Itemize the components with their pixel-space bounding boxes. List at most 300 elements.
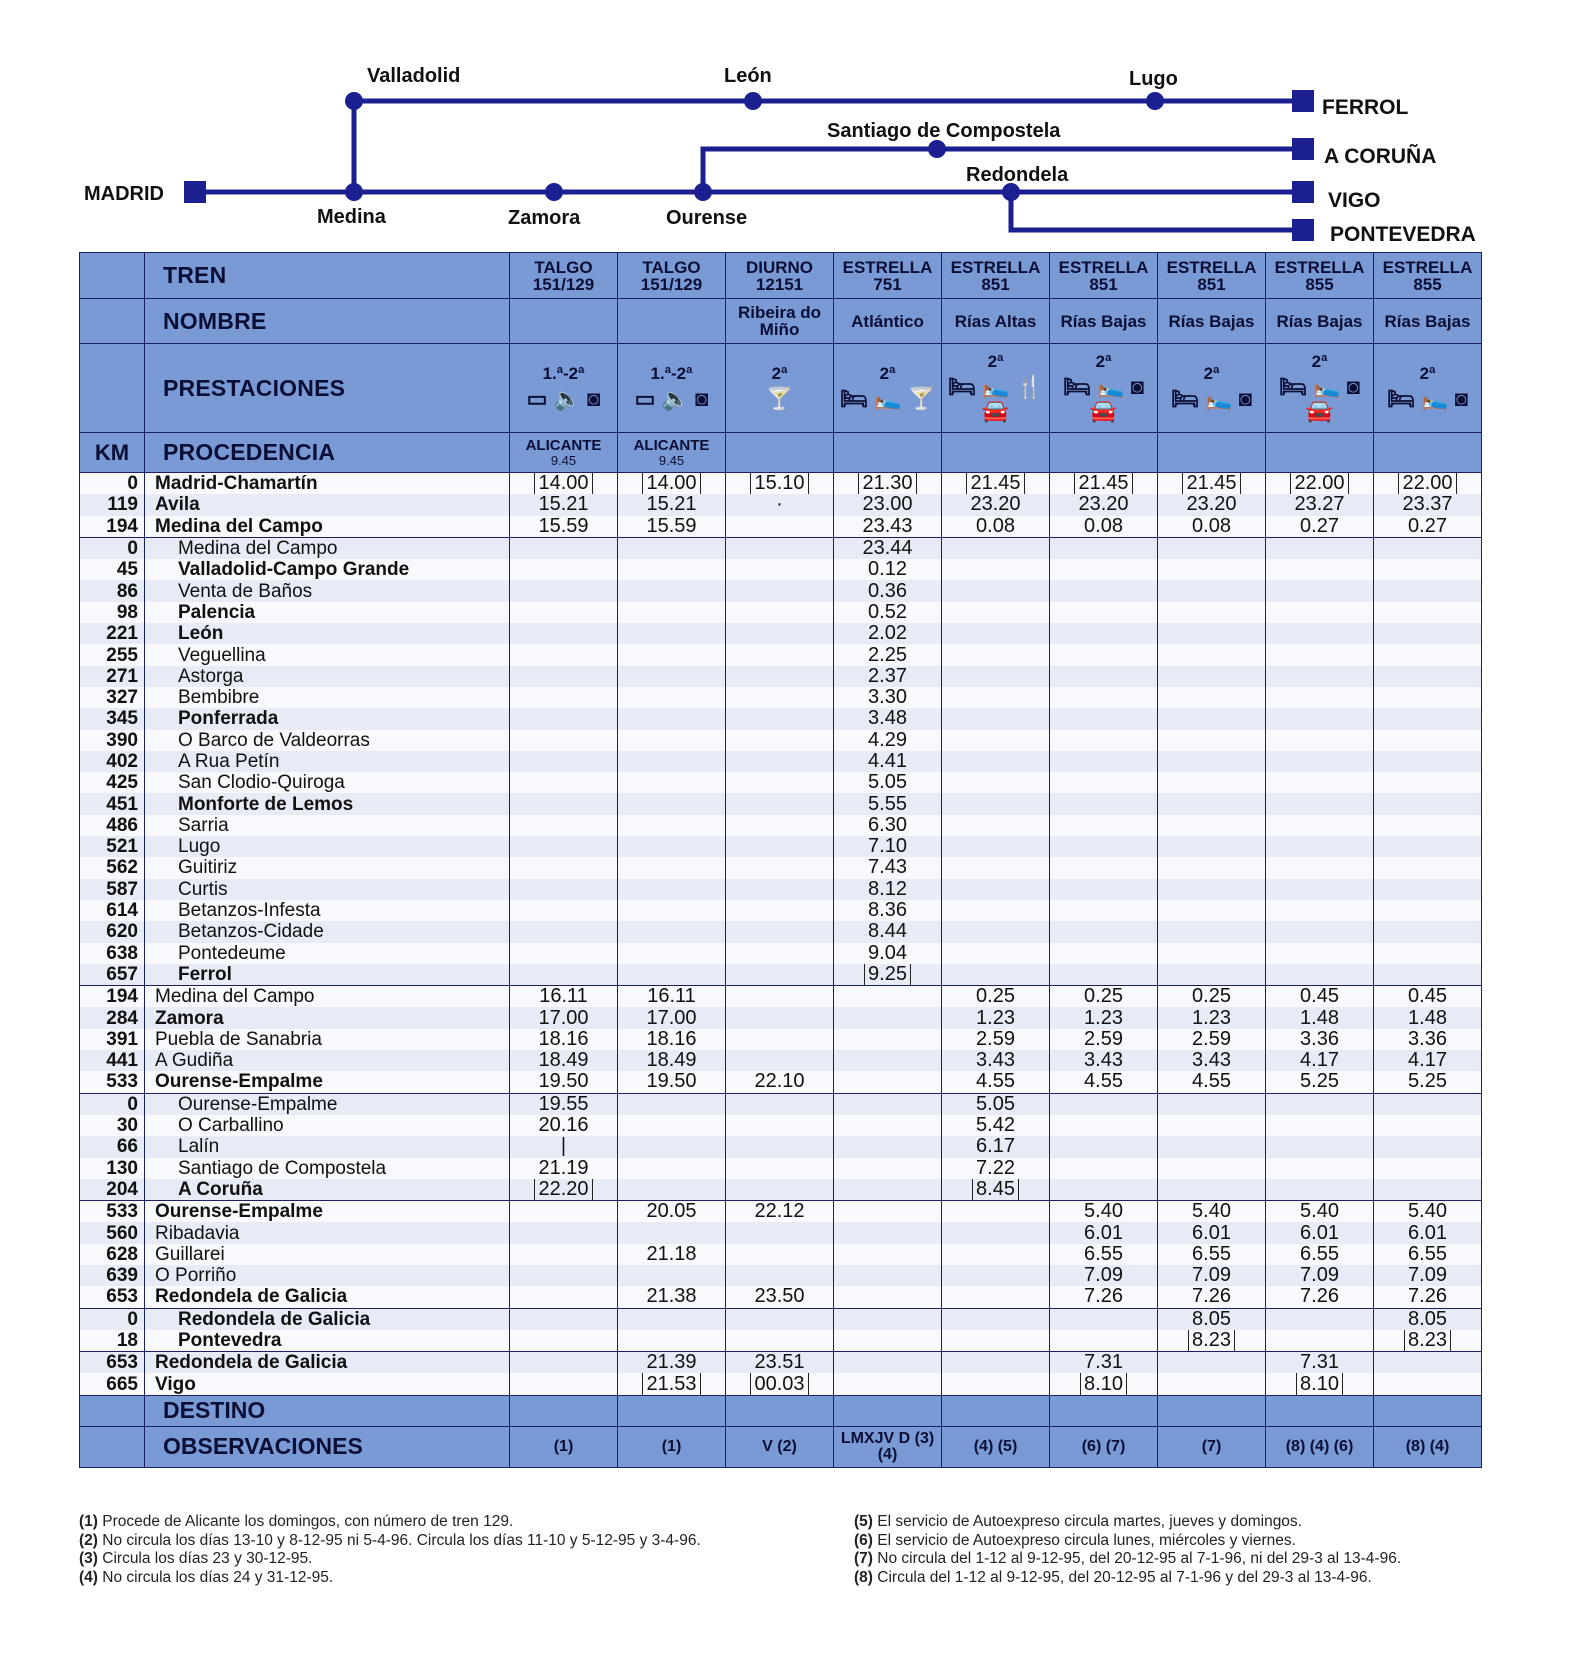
station-name: Lugo [145, 836, 510, 857]
table-row [80, 1158, 1482, 1179]
time-cell [726, 708, 834, 729]
table-row [80, 623, 1482, 644]
station-name: Pontedeume [145, 943, 510, 964]
destination-cell [510, 1395, 618, 1426]
km-cell: 0 [80, 537, 145, 559]
time-cell [1158, 537, 1266, 559]
station-name: Bembibre [145, 687, 510, 708]
time-cell: 5.25 [1374, 1071, 1482, 1093]
boxed-time: 21.30 [858, 473, 916, 495]
time-cell [942, 943, 1050, 964]
observation-ref: (8) (4) [1374, 1426, 1482, 1467]
time-cell: 17.00 [510, 1007, 618, 1028]
time-cell [1266, 708, 1374, 729]
time-cell: 8.05 [1374, 1308, 1482, 1330]
time-cell [942, 580, 1050, 601]
train-class: 2ª [987, 352, 1004, 371]
time-cell [834, 1179, 942, 1201]
time-cell [510, 815, 618, 836]
time-cell: 0.12 [834, 559, 942, 580]
time-cell [618, 1330, 726, 1352]
header-row-nombre [80, 299, 1482, 344]
service-icons: 🛏 🛌 ◙ 🚘 [1279, 374, 1360, 423]
observation-ref: V (2) [726, 1426, 834, 1467]
time-cell [942, 1373, 1050, 1395]
time-cell [1266, 1373, 1374, 1395]
origin-cell [726, 433, 834, 473]
time-cell [726, 836, 834, 857]
time-cell [510, 751, 618, 772]
boxed-time: 8.10 [1080, 1373, 1127, 1395]
train-type: TALGO [642, 257, 701, 277]
time-cell [1266, 921, 1374, 942]
time-cell [834, 1352, 942, 1374]
station-name: Palencia [145, 602, 510, 623]
boxed-time: 8.45 [972, 1179, 1019, 1201]
time-cell [726, 964, 834, 986]
time-cell [618, 1308, 726, 1330]
dot-medina [345, 183, 363, 201]
header-row-prestaciones [80, 344, 1482, 433]
time-cell [1266, 559, 1374, 580]
train-type: ESTRELLA [1166, 257, 1257, 277]
time-cell: 0.36 [834, 580, 942, 601]
km-cell: 614 [80, 900, 145, 921]
time-cell [510, 1330, 618, 1352]
time-cell [1266, 793, 1374, 814]
time-cell: 7.09 [1266, 1265, 1374, 1286]
time-cell [1374, 751, 1482, 772]
km-cell: 271 [80, 666, 145, 687]
time-cell: 0.25 [942, 986, 1050, 1008]
time-cell: 9.04 [834, 943, 942, 964]
station-name: Guillarei [145, 1244, 510, 1265]
time-cell: 2.02 [834, 623, 942, 644]
time-cell [726, 986, 834, 1008]
station-name: Santiago de Compostela [145, 1158, 510, 1179]
station-name: Guitiriz [145, 857, 510, 878]
time-cell [726, 1115, 834, 1136]
time-cell [618, 666, 726, 687]
train-services-cell [1050, 344, 1158, 433]
time-cell: 7.31 [1050, 1352, 1158, 1374]
time-cell [726, 772, 834, 793]
station-name: O Barco de Valdeorras [145, 730, 510, 751]
time-cell [510, 943, 618, 964]
footer-corner [80, 1426, 145, 1467]
station-name: Medina del Campo [145, 986, 510, 1008]
km-cell: 639 [80, 1265, 145, 1286]
time-cell [618, 1093, 726, 1115]
time-cell [1050, 623, 1158, 644]
time-cell [726, 1179, 834, 1201]
time-cell [1374, 602, 1482, 623]
time-cell: 5.40 [1374, 1201, 1482, 1223]
services-group [1050, 353, 1157, 423]
km-cell: 0 [80, 1308, 145, 1330]
boxed-time: 14.00 [642, 473, 700, 495]
time-cell [1374, 666, 1482, 687]
dot-ourense [694, 183, 712, 201]
time-cell [510, 559, 618, 580]
table-row [80, 537, 1482, 559]
label-madrid: MADRID [84, 183, 164, 205]
time-cell [1266, 815, 1374, 836]
time-cell [1266, 1158, 1374, 1179]
time-cell: 7.26 [1050, 1286, 1158, 1308]
table-row [80, 964, 1482, 986]
time-cell: 19.50 [510, 1071, 618, 1093]
time-cell [942, 666, 1050, 687]
time-cell [726, 921, 834, 942]
terminal-square-ferrol [1292, 90, 1314, 112]
table-row [80, 772, 1482, 793]
footnote-text: Circula del 1-12 al 9-12-95, del 20-12-95 al 7-1-96 y del 29-3 al 13-4-96. [877, 1568, 1372, 1586]
train-class: 2ª [879, 364, 896, 383]
time-cell [726, 1222, 834, 1243]
table-row [80, 836, 1482, 857]
table-row [80, 687, 1482, 708]
boxed-time: 8.23 [1188, 1330, 1235, 1352]
time-cell [1050, 751, 1158, 772]
time-cell [726, 1330, 834, 1352]
time-cell [618, 772, 726, 793]
services-group [726, 365, 833, 411]
label-valladolid: Valladolid [367, 65, 461, 87]
time-cell: 6.30 [834, 815, 942, 836]
km-cell: 327 [80, 687, 145, 708]
km-cell: 45 [80, 559, 145, 580]
time-cell [942, 602, 1050, 623]
table-row [80, 1373, 1482, 1395]
time-cell: 0.08 [1050, 516, 1158, 538]
train-type: ESTRELLA [842, 257, 933, 277]
km-cell: 0 [80, 1093, 145, 1115]
origin-cell [618, 433, 726, 473]
time-cell [510, 1308, 618, 1330]
label-leon: León [724, 65, 772, 87]
origin-name: ALICANTE [633, 436, 710, 454]
train-type-cell [1050, 253, 1158, 299]
destination-cell [1050, 1395, 1158, 1426]
boxed-time: 21.53 [642, 1373, 700, 1395]
train-name: Rías Bajas [1158, 299, 1266, 344]
time-cell [1266, 687, 1374, 708]
time-cell: 2.59 [1158, 1029, 1266, 1050]
time-cell [1158, 1330, 1266, 1352]
footnote [854, 1513, 1401, 1532]
label-redondela: Redondela [966, 164, 1069, 186]
services-group [1158, 365, 1265, 411]
station-name: Ourense-Empalme [145, 1201, 510, 1223]
time-cell [942, 708, 1050, 729]
station-name: León [145, 623, 510, 644]
time-cell [942, 836, 1050, 857]
boxed-time: 21.45 [1074, 473, 1132, 495]
time-cell: 3.36 [1374, 1029, 1482, 1050]
observaciones-label: OBSERVACIONES [145, 1426, 510, 1467]
time-cell: 22.12 [726, 1201, 834, 1223]
time-cell [1374, 1330, 1482, 1352]
time-cell [1266, 602, 1374, 623]
time-cell: 23.44 [834, 537, 942, 559]
time-cell [1374, 1093, 1482, 1115]
table-row [80, 1265, 1482, 1286]
time-cell: 23.43 [834, 516, 942, 538]
time-cell [1266, 857, 1374, 878]
table-row [80, 494, 1482, 515]
procedencia-label: PROCEDENCIA [145, 433, 510, 473]
station-name: Astorga [145, 666, 510, 687]
time-cell [834, 1115, 942, 1136]
train-number: 751 [873, 274, 902, 294]
time-cell [1158, 602, 1266, 623]
table-row [80, 1007, 1482, 1028]
time-cell [942, 623, 1050, 644]
table-row [80, 1352, 1482, 1374]
time-cell: 3.43 [942, 1050, 1050, 1071]
km-label: KM [80, 433, 145, 473]
time-cell: 2.59 [1050, 1029, 1158, 1050]
time-cell [510, 857, 618, 878]
time-cell [1050, 900, 1158, 921]
time-cell [618, 537, 726, 559]
time-cell [1266, 879, 1374, 900]
time-cell: 3.43 [1158, 1050, 1266, 1071]
time-cell: 6.01 [1050, 1222, 1158, 1243]
time-cell: 7.26 [1158, 1286, 1266, 1308]
time-cell [942, 730, 1050, 751]
station-name: Ribadavia [145, 1222, 510, 1243]
header-corner [80, 344, 145, 433]
time-cell [1158, 1179, 1266, 1201]
terminal-square-coruna [1292, 138, 1314, 160]
origin-cell [1158, 433, 1266, 473]
origin-cell [834, 433, 942, 473]
time-cell [726, 730, 834, 751]
station-name: Curtis [145, 879, 510, 900]
station-name: A Gudiña [145, 1050, 510, 1071]
km-cell: 86 [80, 580, 145, 601]
time-cell: 6.01 [1266, 1222, 1374, 1243]
time-cell [726, 559, 834, 580]
time-cell [618, 1222, 726, 1243]
time-cell [510, 1201, 618, 1223]
time-cell [942, 1201, 1050, 1223]
timetable-body [80, 473, 1482, 1396]
time-cell [510, 836, 618, 857]
footnote-ref: (3) [79, 1550, 98, 1567]
train-name: Rías Bajas [1050, 299, 1158, 344]
station-name: Vigo [145, 1373, 510, 1395]
table-row [80, 708, 1482, 729]
time-cell [1266, 1179, 1374, 1201]
time-cell [510, 1373, 618, 1395]
station-name: A Rua Petín [145, 751, 510, 772]
km-cell: 30 [80, 1115, 145, 1136]
train-number: 851 [1089, 274, 1118, 294]
time-cell [726, 815, 834, 836]
label-santiago: Santiago de Compostela [827, 120, 1061, 142]
time-cell [1158, 708, 1266, 729]
time-cell [942, 1330, 1050, 1352]
route-map [0, 0, 1574, 250]
time-cell [510, 1265, 618, 1286]
train-number: 12151 [755, 274, 804, 294]
time-cell: 6.55 [1158, 1244, 1266, 1265]
footnote-ref: (5) [854, 1513, 873, 1530]
services-group [942, 353, 1049, 423]
time-cell [1050, 1330, 1158, 1352]
time-cell: 18.49 [618, 1050, 726, 1071]
time-cell [834, 1029, 942, 1050]
destination-cell [1266, 1395, 1374, 1426]
time-cell [726, 1373, 834, 1395]
time-cell: 3.30 [834, 687, 942, 708]
time-cell: 15.59 [510, 516, 618, 538]
destination-cell [1158, 1395, 1266, 1426]
train-type-cell [510, 253, 618, 299]
time-cell [618, 687, 726, 708]
km-cell: 284 [80, 1007, 145, 1028]
boxed-time: 00.03 [750, 1373, 808, 1395]
train-name [618, 299, 726, 344]
time-cell [618, 580, 726, 601]
time-cell [1266, 537, 1374, 559]
time-cell [510, 772, 618, 793]
footer-row-destino [80, 1395, 1482, 1426]
time-cell: 16.11 [510, 986, 618, 1008]
time-cell: 18.16 [510, 1029, 618, 1050]
table-row [80, 815, 1482, 836]
time-cell [1266, 964, 1374, 986]
time-cell [942, 751, 1050, 772]
time-cell [618, 730, 726, 751]
footer-row-observaciones [80, 1426, 1482, 1467]
time-cell [618, 559, 726, 580]
time-cell [618, 1115, 726, 1136]
service-icons: 🛏 🛌 ◙ 🚘 [1063, 374, 1144, 423]
time-cell [942, 559, 1050, 580]
observation-ref: (8) (4) (6) [1266, 1426, 1374, 1467]
time-cell: 6.01 [1158, 1222, 1266, 1243]
time-cell [1158, 836, 1266, 857]
time-cell [1050, 1179, 1158, 1201]
dot-zamora [545, 183, 563, 201]
station-name: Ourense-Empalme [145, 1093, 510, 1115]
time-cell [618, 602, 726, 623]
footnote-text: El servicio de Autoexpreso circula lunes, miércoles y viernes. [877, 1531, 1296, 1549]
time-cell: · [726, 494, 834, 515]
time-cell: 7.31 [1266, 1352, 1374, 1374]
station-name: Betanzos-Infesta [145, 900, 510, 921]
time-cell: 5.40 [1158, 1201, 1266, 1223]
train-class: 1.ª-2ª [542, 364, 585, 383]
table-row [80, 1330, 1482, 1352]
time-cell [1158, 559, 1266, 580]
time-cell [834, 1050, 942, 1071]
km-cell: 653 [80, 1352, 145, 1374]
train-services-cell [726, 344, 834, 433]
label-ferrol: FERROL [1322, 96, 1409, 119]
time-cell [1374, 772, 1482, 793]
header-row-procedencia [80, 433, 1482, 473]
time-cell: 21.19 [510, 1158, 618, 1179]
time-cell: 5.42 [942, 1115, 1050, 1136]
footnote-ref: (8) [854, 1568, 873, 1586]
time-cell: 7.10 [834, 836, 942, 857]
header-corner [80, 299, 145, 344]
time-cell [1158, 900, 1266, 921]
time-cell [618, 473, 726, 495]
label-vigo: VIGO [1328, 189, 1381, 212]
time-cell [834, 1222, 942, 1243]
time-cell [1050, 666, 1158, 687]
train-class: 2ª [1095, 352, 1112, 371]
observation-ref: (6) (7) [1050, 1426, 1158, 1467]
footnote [79, 1569, 701, 1588]
time-cell [942, 772, 1050, 793]
time-cell [1050, 964, 1158, 986]
station-name: Veguellina [145, 644, 510, 665]
train-name [510, 299, 618, 344]
label-coruna: A CORUÑA [1324, 145, 1437, 168]
time-cell [942, 687, 1050, 708]
time-cell: 0.25 [1050, 986, 1158, 1008]
time-cell [1050, 1093, 1158, 1115]
time-cell: 0.45 [1266, 986, 1374, 1008]
time-cell: 16.11 [618, 986, 726, 1008]
terminal-square-madrid [184, 181, 206, 203]
time-cell: 17.00 [618, 1007, 726, 1028]
time-cell: 8.05 [1158, 1308, 1266, 1330]
time-cell [726, 1244, 834, 1265]
train-type: ESTRELLA [1058, 257, 1149, 277]
table-row [80, 1071, 1482, 1093]
km-cell: 194 [80, 516, 145, 538]
time-cell [510, 644, 618, 665]
train-name: Rías Bajas [1266, 299, 1374, 344]
time-cell [1266, 772, 1374, 793]
table-row [80, 666, 1482, 687]
train-class: 2ª [1203, 364, 1220, 383]
train-services-cell [510, 344, 618, 433]
time-cell [1266, 1330, 1374, 1352]
time-cell: 4.55 [942, 1071, 1050, 1093]
boxed-time: 15.10 [750, 473, 808, 495]
time-cell [834, 1373, 942, 1395]
time-cell [1374, 815, 1482, 836]
train-type: ESTRELLA [1274, 257, 1365, 277]
time-cell [1374, 900, 1482, 921]
header-row-tren [80, 253, 1482, 299]
origin-name: ALICANTE [525, 436, 602, 454]
time-cell: 6.55 [1374, 1244, 1482, 1265]
table-row [80, 1222, 1482, 1243]
label-zamora: Zamora [508, 207, 581, 229]
footnote-text: No circula los días 24 y 31-12-95. [102, 1568, 334, 1586]
train-number: 851 [981, 274, 1010, 294]
time-cell: 4.17 [1374, 1050, 1482, 1071]
terminal-square-vigo [1292, 181, 1314, 203]
time-cell [1374, 1373, 1482, 1395]
time-cell [1266, 1093, 1374, 1115]
train-type-cell [1374, 253, 1482, 299]
train-number: 151/129 [640, 274, 703, 294]
time-cell [1374, 1136, 1482, 1157]
time-cell: 8.36 [834, 900, 942, 921]
time-cell [1266, 1115, 1374, 1136]
